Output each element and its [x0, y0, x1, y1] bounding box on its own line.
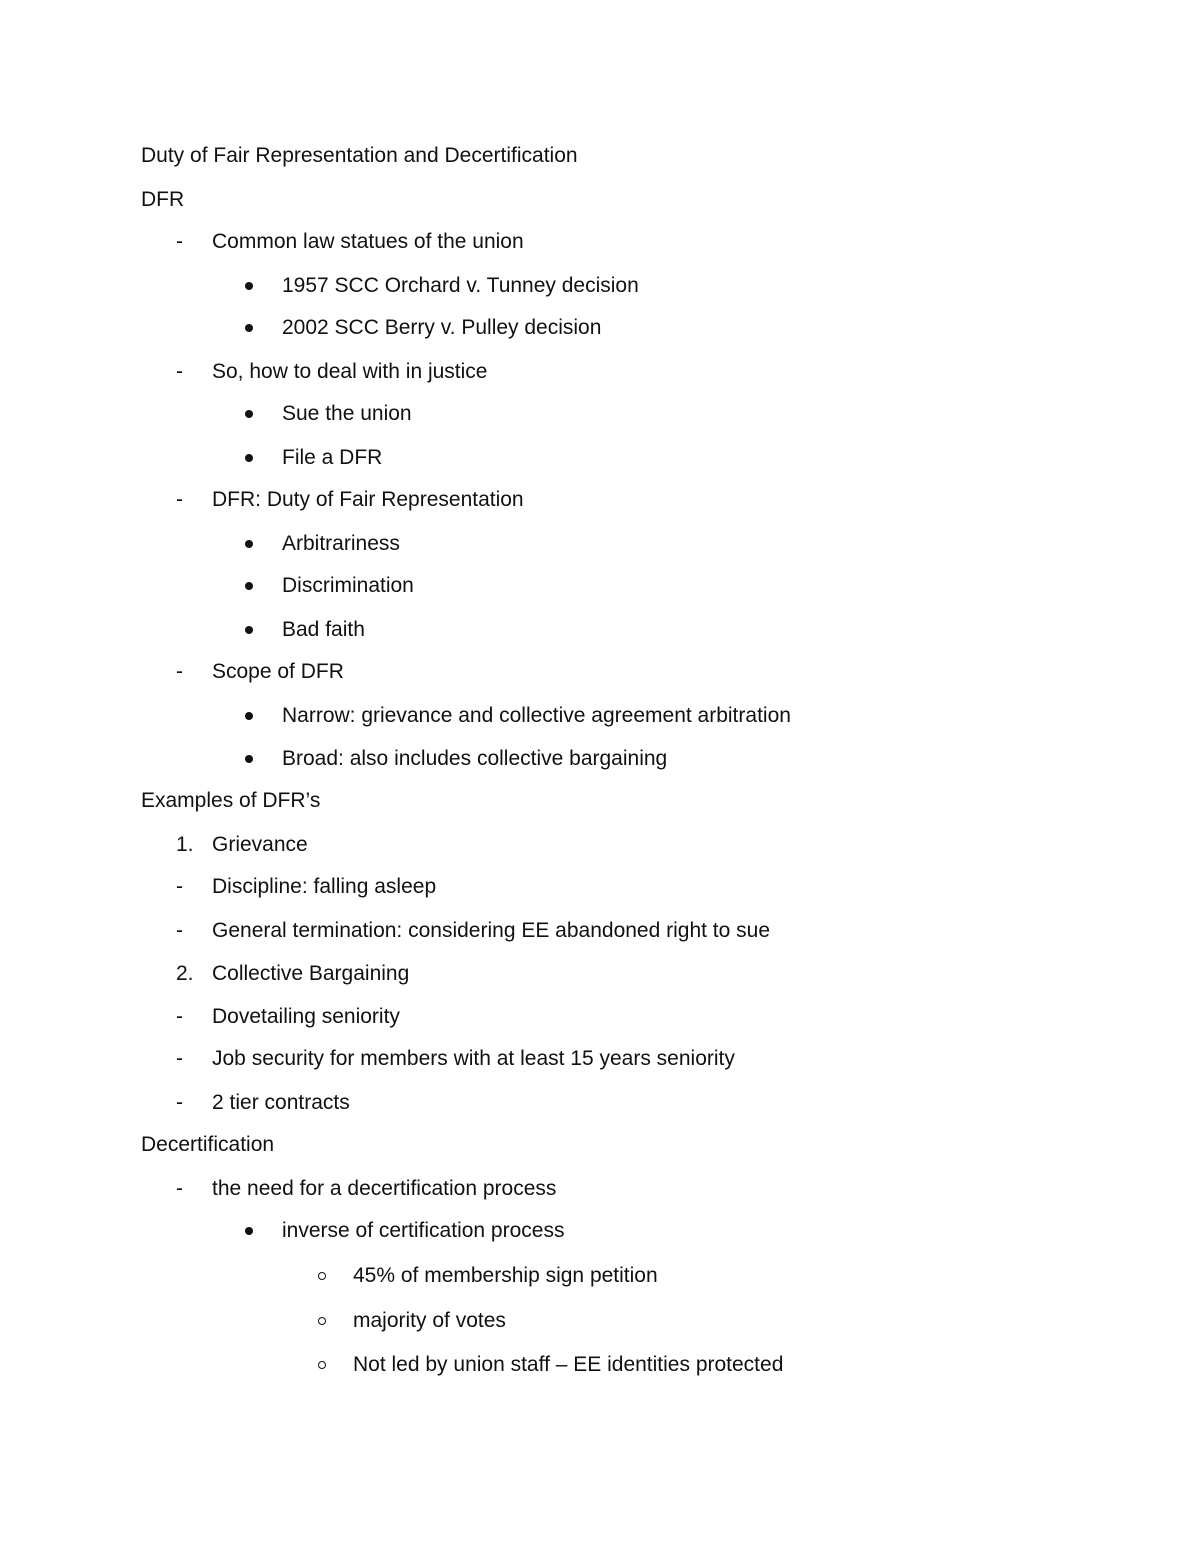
list-item-text: Discrimination	[282, 574, 414, 597]
dash-marker: -	[176, 1091, 183, 1114]
bullet-icon	[245, 755, 253, 763]
document-title: Duty of Fair Representation and Decertification	[141, 144, 578, 167]
dash-marker: -	[176, 875, 183, 898]
list-item-text: Not led by union staff – EE identities protected	[353, 1353, 784, 1376]
list-item-text: DFR: Duty of Fair Representation	[212, 488, 524, 511]
list-item-text: 1957 SCC Orchard v. Tunney decision	[282, 274, 639, 297]
number-marker: 2.	[176, 962, 194, 985]
list-item-text: Grievance	[212, 833, 308, 856]
list-item-text: 45% of membership sign petition	[353, 1264, 658, 1287]
list-item-text: Bad faith	[282, 618, 365, 641]
bullet-icon	[245, 282, 253, 290]
list-item-text: Job security for members with at least 15 years seniority	[212, 1047, 735, 1070]
list-item-text: Arbitrariness	[282, 532, 400, 555]
bullet-icon	[245, 454, 253, 462]
list-item-text: General termination: considering EE abandoned right to sue	[212, 919, 771, 942]
list-item-text: Broad: also includes collective bargaining	[282, 747, 668, 770]
list-item-text: 2002 SCC Berry v. Pulley decision	[282, 316, 602, 339]
dash-marker: -	[176, 1047, 183, 1070]
dfr-heading: DFR	[141, 188, 185, 211]
bullet-icon	[245, 410, 253, 418]
list-item-text: So, how to deal with in justice	[212, 360, 488, 383]
list-item-text: inverse of certification process	[282, 1219, 565, 1242]
dash-marker: -	[176, 488, 183, 511]
bullet-icon	[245, 324, 253, 332]
list-item-text: Collective Bargaining	[212, 962, 410, 985]
list-item-text: Sue the union	[282, 402, 412, 425]
dash-marker: -	[176, 1177, 183, 1200]
list-item-text: the need for a decertification process	[212, 1177, 557, 1200]
list-item-text: Dovetailing seniority	[212, 1005, 400, 1028]
examples-heading: Examples of DFR’s	[141, 789, 321, 812]
list-item-text: 2 tier contracts	[212, 1091, 350, 1114]
list-item-text: File a DFR	[282, 446, 383, 469]
dash-marker: -	[176, 660, 183, 683]
dash-marker: -	[176, 360, 183, 383]
bullet-icon	[245, 1227, 253, 1235]
bullet-icon	[245, 540, 253, 548]
dash-marker: -	[176, 919, 183, 942]
circle-bullet-icon	[318, 1361, 326, 1369]
list-item-text: Narrow: grievance and collective agreement arbitration	[282, 704, 791, 727]
decert-heading: Decertification	[141, 1133, 275, 1156]
list-item-text: Scope of DFR	[212, 660, 344, 683]
list-item-text: Discipline: falling asleep	[212, 875, 437, 898]
list-item-text: majority of votes	[353, 1309, 506, 1332]
dash-marker: -	[176, 1005, 183, 1028]
bullet-icon	[245, 626, 253, 634]
list-item-text: Common law statues of the union	[212, 230, 524, 253]
circle-bullet-icon	[318, 1272, 326, 1280]
bullet-icon	[245, 582, 253, 590]
circle-bullet-icon	[318, 1317, 326, 1325]
dash-marker: -	[176, 230, 183, 253]
bullet-icon	[245, 712, 253, 720]
number-marker: 1.	[176, 833, 194, 856]
